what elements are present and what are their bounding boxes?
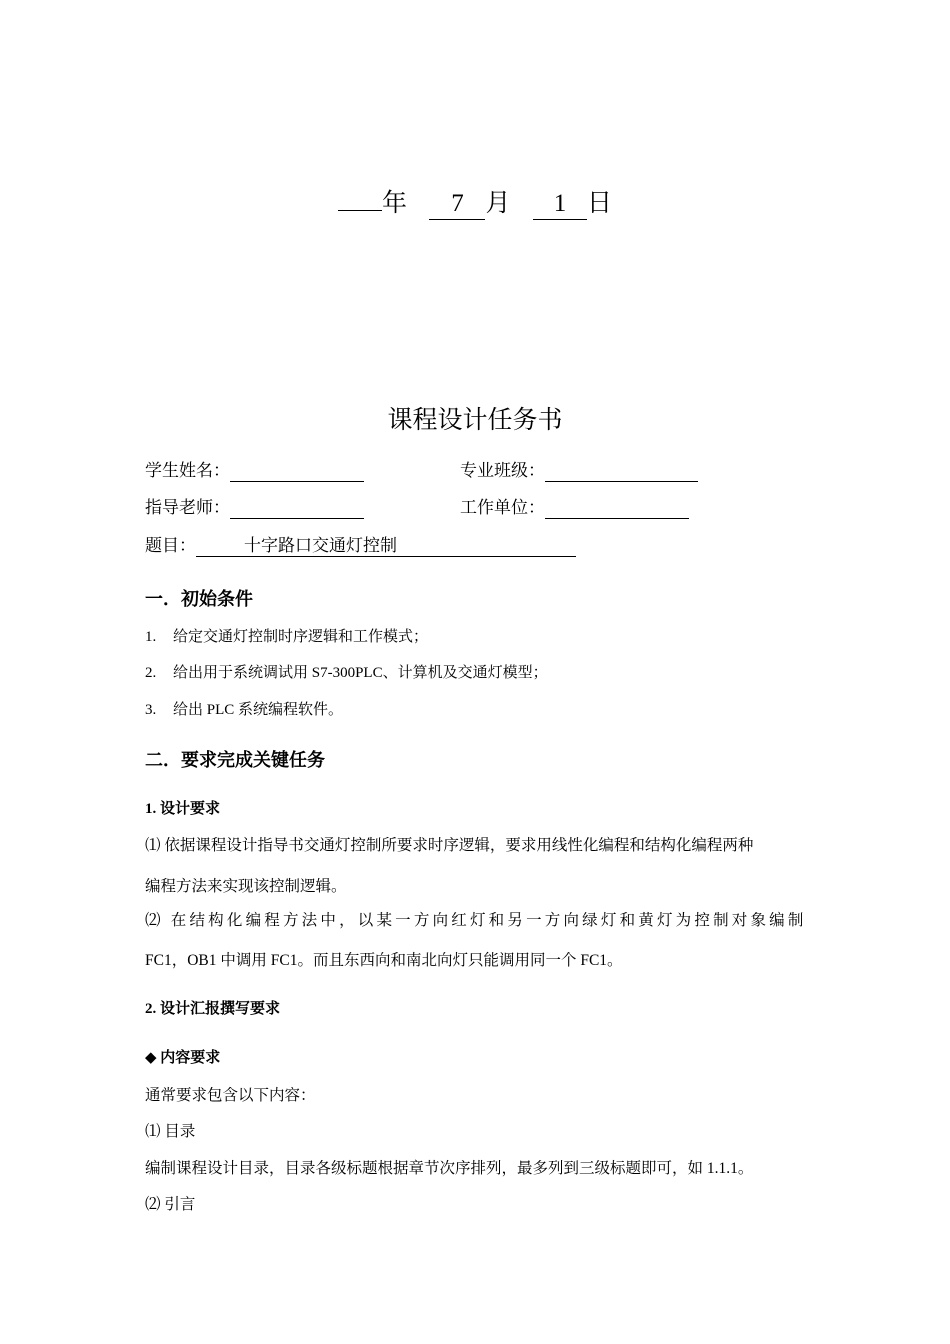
- year-label: 年: [381, 190, 407, 217]
- teacher-blank: [230, 500, 364, 519]
- content-requirements-heading: ◆ 内容要求: [145, 1050, 221, 1066]
- teacher-field: [145, 497, 364, 519]
- list-item-number: 1.: [145, 629, 157, 645]
- teacher-label: 指导老师：: [145, 498, 230, 517]
- topic-label: 题目：: [145, 536, 196, 555]
- day-blank: 1: [533, 189, 587, 220]
- date-line: [0, 183, 950, 220]
- list-item: [145, 625, 428, 646]
- toc-heading: ⑴ 目录: [145, 1123, 196, 1140]
- class-field: [460, 460, 698, 482]
- document-title: 课程设计任务书: [387, 407, 563, 434]
- paragraph-1-line-1: ⑴ 依据课程设计指导书交通灯控制所要求时序逻辑，要求用线性化编程和结构化编程两种: [145, 837, 754, 854]
- intro-text: 通常要求包含以下内容：: [145, 1087, 316, 1104]
- list-item-number: 3.: [145, 702, 157, 718]
- topic-value: 十字路口交通灯控制: [244, 536, 397, 555]
- paragraph-1-line-2: 编程方法来实现该控制逻辑。: [145, 878, 347, 895]
- month-label: 月: [485, 190, 511, 217]
- topic-blank: [196, 538, 576, 557]
- month-blank: 7: [429, 189, 485, 220]
- student-name-field: [145, 460, 364, 482]
- student-name-label: 学生姓名：: [145, 461, 230, 480]
- list-item-number: 2.: [145, 665, 157, 681]
- topic-field: [145, 535, 576, 557]
- paragraph-2-line-2: FC1，OB1 中调用 FC1。而且东西向和南北向灯只能调用同一个 FC1。: [145, 952, 623, 969]
- class-label: 专业班级：: [460, 461, 545, 480]
- section2-heading: 二．要求完成关键任务: [145, 750, 325, 770]
- year-blank: [338, 210, 382, 211]
- list-item-text: 给定交通灯控制时序逻辑和工作模式；: [173, 629, 429, 645]
- paragraph-2-line-1: ⑵ 在结构化编程方法中，以某一方向红灯和另一方向绿灯和黄灯为控制对象编制: [145, 912, 807, 929]
- design-requirements-heading: 1. 设计要求: [145, 801, 221, 817]
- unit-field: [460, 497, 689, 519]
- section1-heading: 一．初始条件: [145, 589, 253, 609]
- unit-label: 工作单位：: [460, 498, 545, 517]
- list-item-text: 给出用于系统调试用 S7-300PLC、计算机及交通灯模型；: [173, 665, 548, 681]
- day-label: 日: [587, 190, 613, 217]
- list-item-text: 给出 PLC 系统编程软件。: [173, 702, 344, 718]
- report-requirements-heading: 2. 设计汇报撰写要求: [145, 1001, 281, 1017]
- list-item: [145, 661, 548, 682]
- student-name-blank: [230, 463, 364, 482]
- unit-blank: [545, 500, 689, 519]
- class-blank: [545, 463, 698, 482]
- list-item: [145, 698, 343, 719]
- preface-heading: ⑵ 引言: [145, 1196, 196, 1213]
- toc-description: 编制课程设计目录，目录各级标题根据章节次序排列，最多列到三级标题即可，如 1.1.1。: [145, 1160, 754, 1177]
